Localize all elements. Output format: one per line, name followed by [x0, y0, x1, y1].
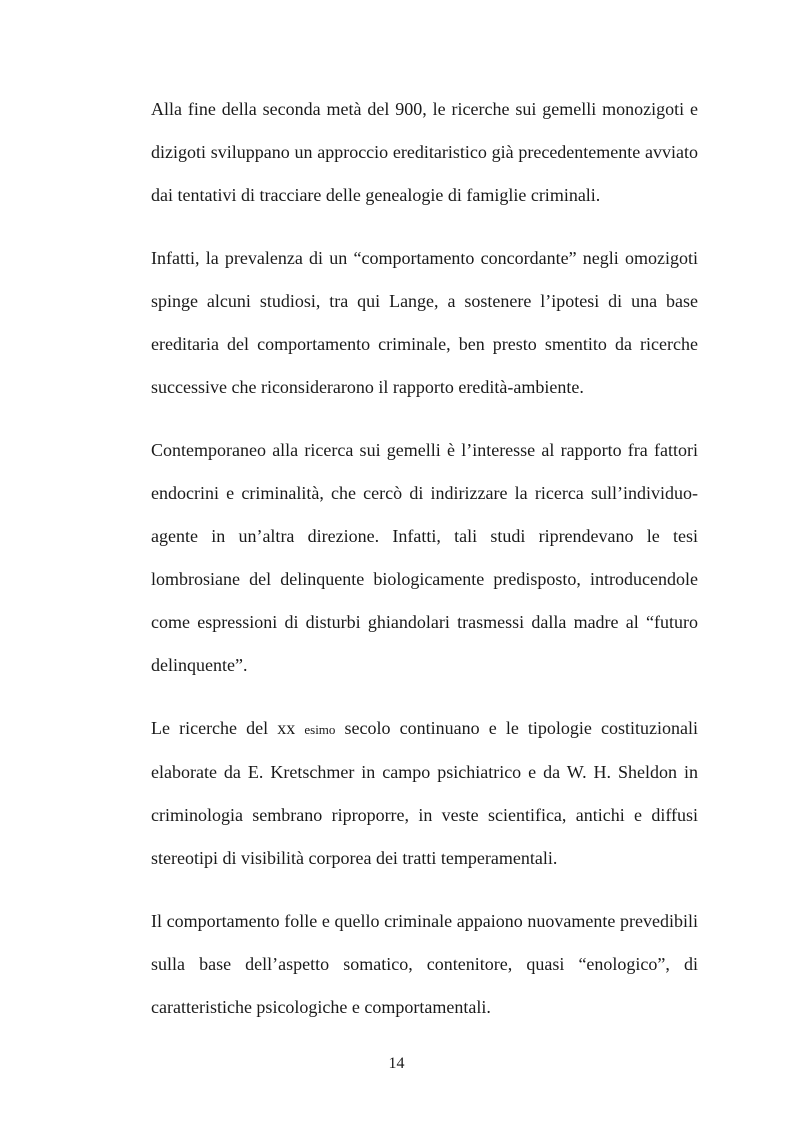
body-text	[151, 88, 698, 1049]
paragraph-2: Infatti, la prevalenza di un “comportamento concordante” negli omozigoti spinge alcuni studiosi, tra qui Lange, a sostenere l’ipotesi di una base ereditaria del comportamento criminale, ben presto smentito da ricerche successive che riconsiderarono il rapporto eredità-ambiente.	[151, 248, 698, 397]
paragraph-1: Alla fine della seconda metà del 900, le ricerche sui gemelli monozigoti e dizigoti sviluppano un approccio ereditaristico già precedentemente avviato dai tentativi di tracciare delle genealogie di famiglie criminali.	[151, 99, 698, 205]
paragraph-5: Il comportamento folle e quello criminale appaiono nuovamente prevedibili sulla base dell’aspetto somatico, contenitore, quasi “enologico”, di caratteristiche psicologiche e comportamentali.	[151, 911, 698, 1017]
paragraph-3: Contemporaneo alla ricerca sui gemelli è l’interesse al rapporto fra fattori endocrini e criminalità, che cercò di indirizzare la ricerca sull’individuo-agente in un’altra direzione. Infatti, tali studi riprendevano le tesi lombrosiane del delinquente biologicamente predisposto, introducendole come espressioni di disturbi ghiandolari trasmessi dalla madre al “futuro delinquente”.	[151, 440, 698, 675]
paragraph-4-superscript-word: esimo	[304, 722, 336, 737]
paragraph-4	[151, 707, 698, 880]
paragraph-4-text-after: secolo continuano e le tipologie costituzionali elaborate da E. Kretschmer in campo psichiatrico e da W. H. Sheldon in criminologia sembrano riproporre, in veste scientifica, antichi e diffusi stereotipi di visibilità corporea dei tratti temperamentali.	[151, 718, 698, 868]
paragraph-4-text-before: Le ricerche del xx	[151, 718, 305, 738]
page-number: 14	[388, 1055, 405, 1072]
